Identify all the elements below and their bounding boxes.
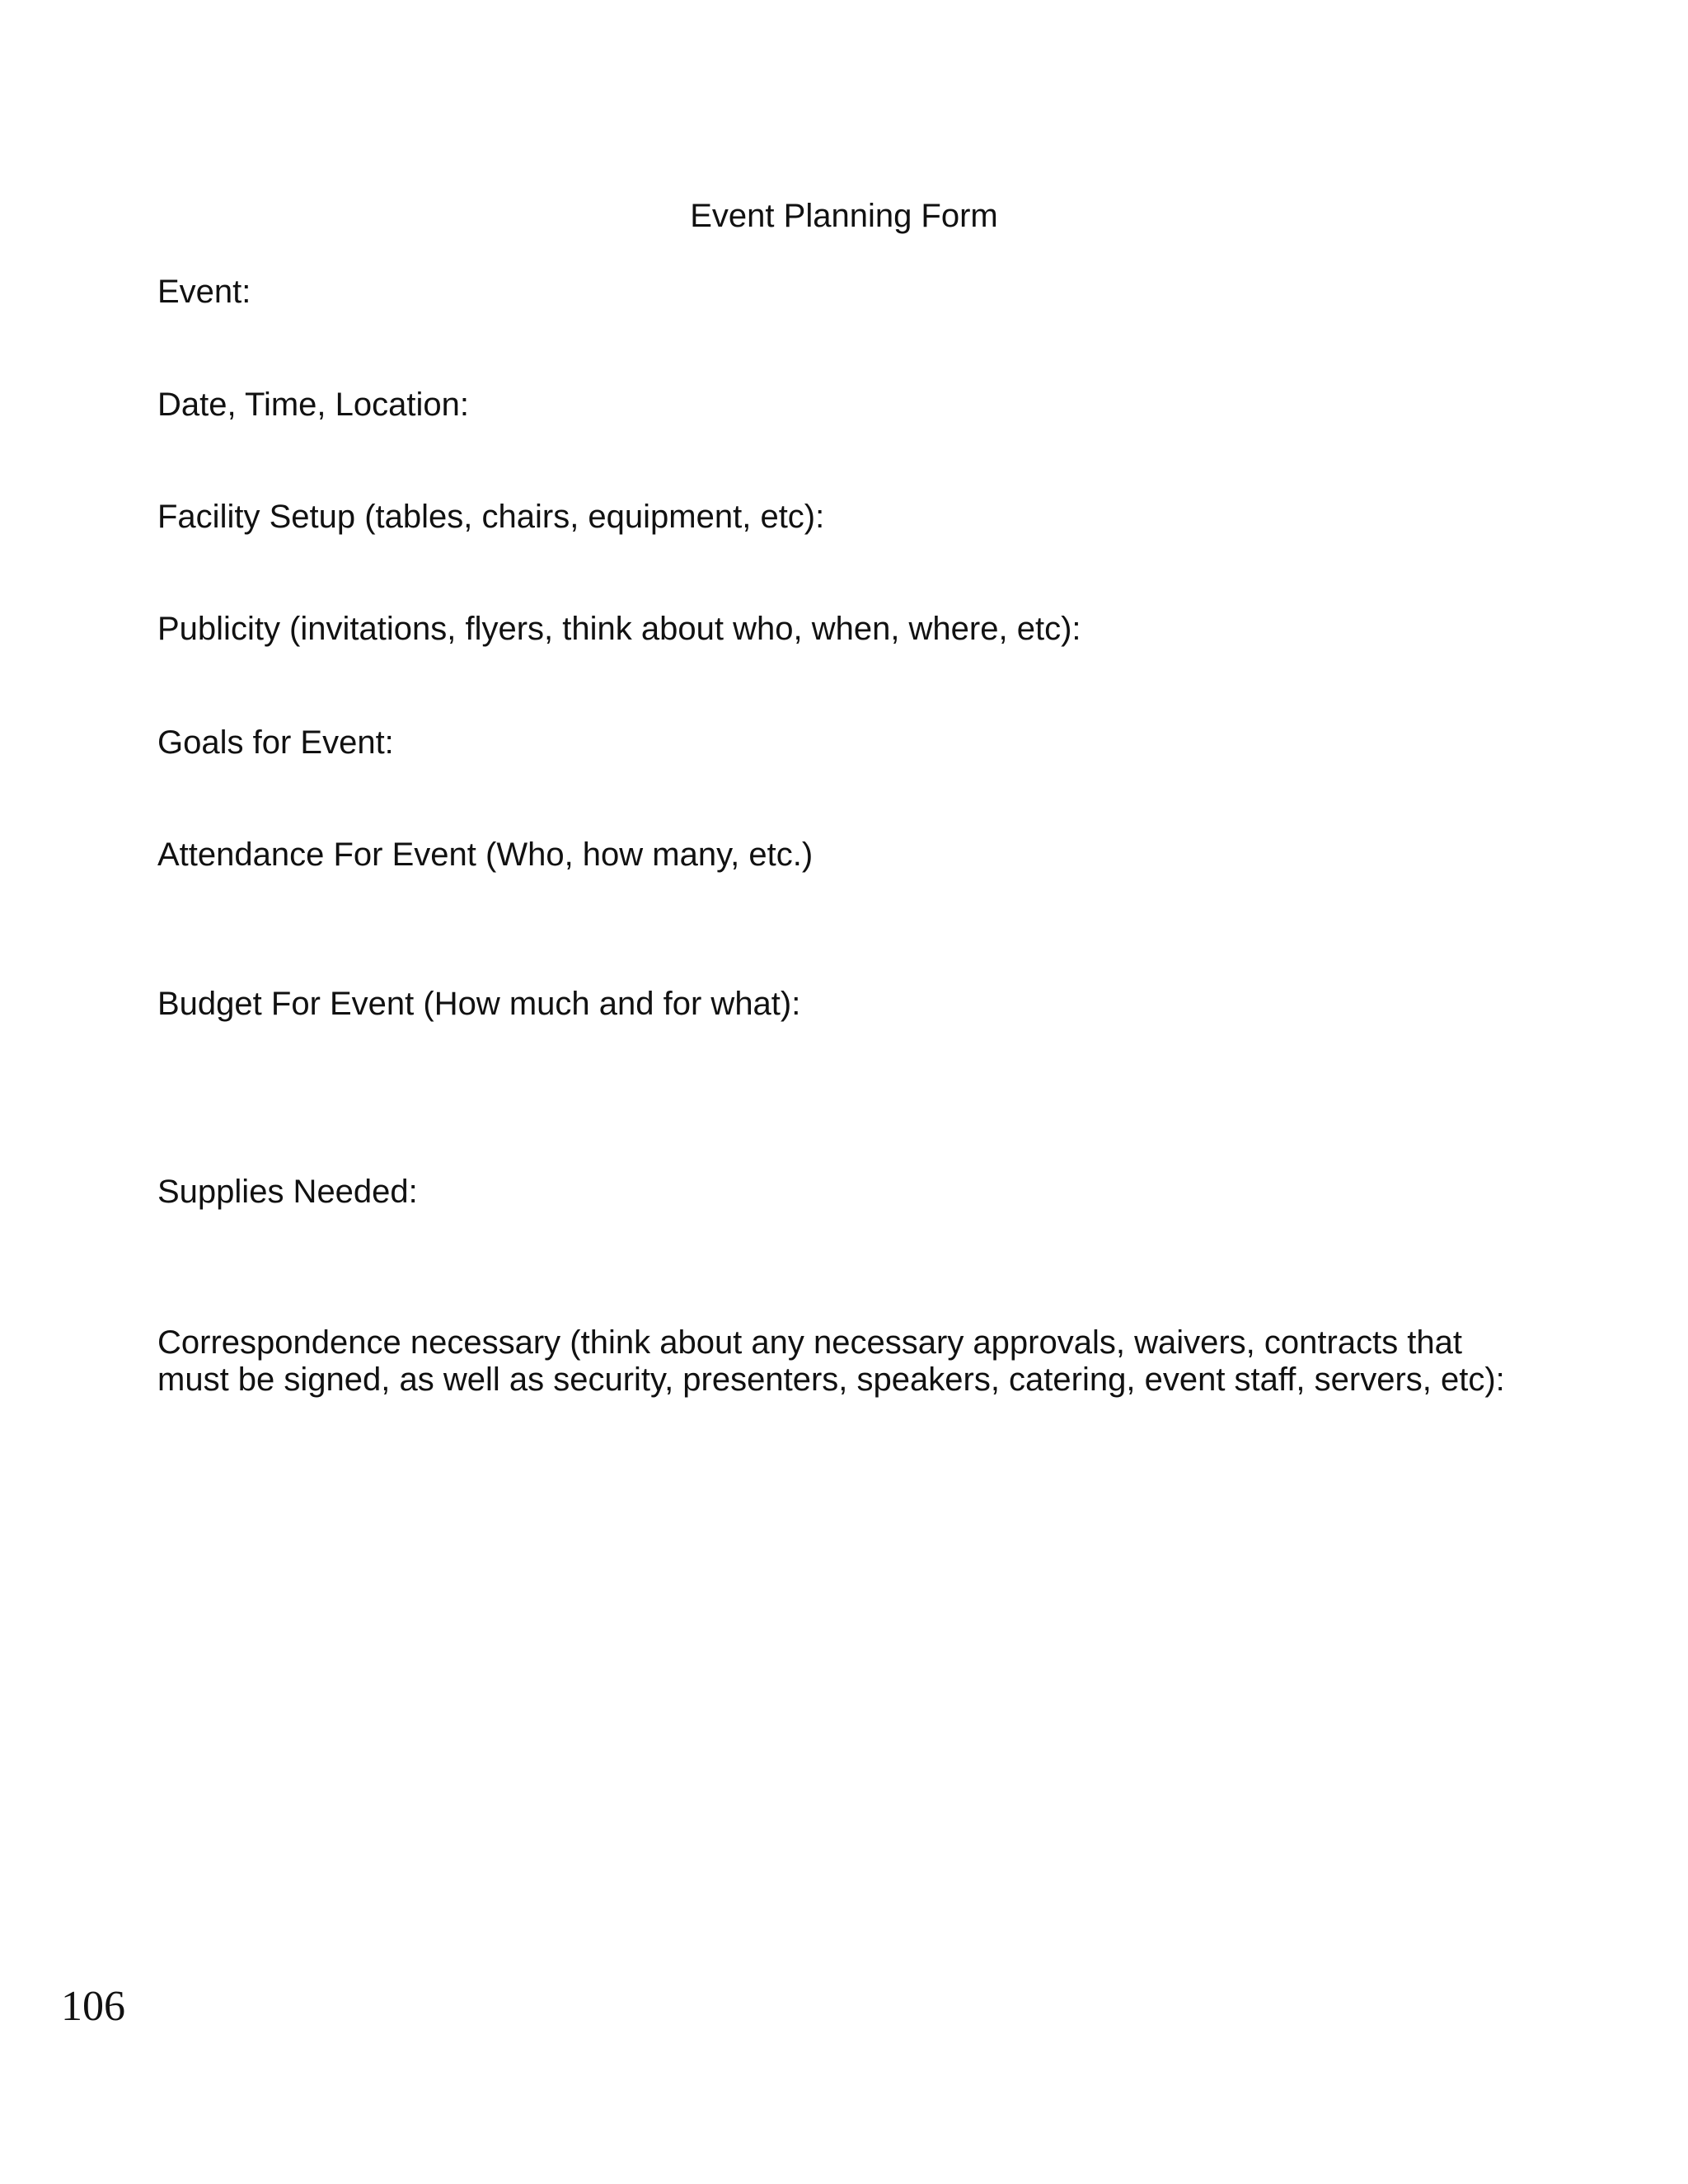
field-correspondence-line-1: Correspondence necessary (think about any necessary approvals, waivers, contracts that	[157, 1324, 1463, 1361]
field-attendance-label: Attendance For Event (Who, how many, etc.)	[157, 837, 814, 873]
field-budget-label: Budget For Event (How much and for what):	[157, 986, 801, 1022]
field-goals-label: Goals for Event:	[157, 724, 394, 761]
field-supplies-label: Supplies Needed:	[157, 1174, 418, 1210]
form-title: Event Planning Form	[690, 198, 998, 234]
field-publicity-label: Publicity (invitations, flyers, think about who, when, where, etc):	[157, 611, 1081, 647]
field-correspondence-line-2: must be signed, as well as security, presenters, speakers, catering, event staff, servers, etc):	[157, 1361, 1505, 1398]
page-number: 106	[61, 1983, 125, 2030]
field-event-label: Event:	[157, 274, 251, 310]
field-facility-setup-label: Facility Setup (tables, chairs, equipment, etc):	[157, 499, 825, 535]
field-date-time-location-label: Date, Time, Location:	[157, 387, 469, 423]
